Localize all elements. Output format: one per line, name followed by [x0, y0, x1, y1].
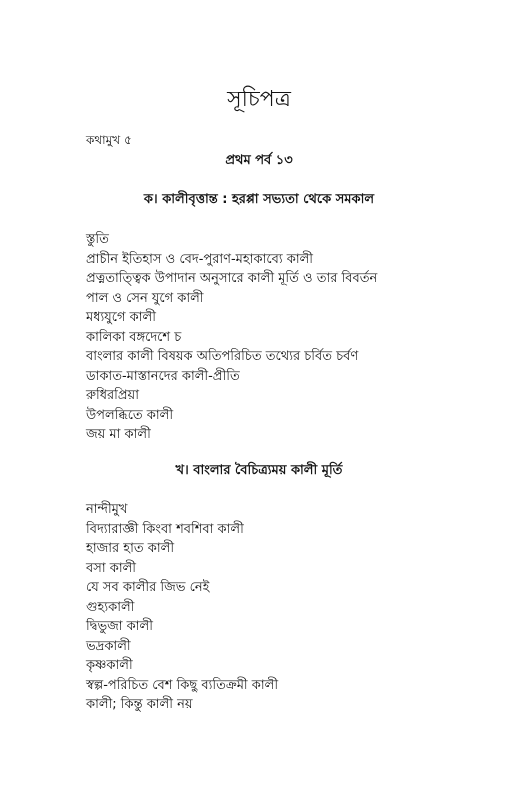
toc-entry: নান্দীমুখ [86, 502, 128, 517]
toc-entry: গুহ্যকালী [86, 599, 135, 615]
foreword-entry: কথামুখ ৫ [86, 133, 132, 147]
toc-entry: বাংলার কালী বিষয়ক অতিপরিচিত তথ্যের চর্বিত চর্বণ [86, 349, 359, 364]
toc-entry: বিদ্যারাজ্ঞী কিংবা শবশিবা কালী [86, 521, 244, 537]
toc-entry: দ্বিভুজা কালী [86, 619, 153, 634]
section-b-heading: খ। বাংলার বৈচিত্র্যময় কালী মূর্তি [175, 463, 343, 478]
toc-entry: প্রত্নতাত্ত্বিক উপাদান অনুসারে কালী মূর্তি ও তার বিবর্তন [86, 271, 378, 286]
toc-entry: হাজার হাত কালী [86, 541, 175, 556]
toc-entry: বসা কালী [86, 560, 136, 576]
toc-entry: মধ্যযুগে কালী [86, 310, 156, 325]
toc-entry: যে সব কালীর জিভ নেই [86, 580, 210, 595]
toc-entry: স্তুতি [86, 232, 109, 247]
toc-entry: পাল ও সেন যুগে কালী [86, 290, 204, 306]
page-title: সূচিপত্র [227, 87, 291, 112]
toc-entry: ভদ্রকালী [86, 638, 131, 654]
section-b-entry-list [86, 500, 278, 715]
toc-entry: স্বল্প-পরিচিত বেশ কিছু ব্যতিক্রমী কালী [86, 677, 279, 693]
toc-entry: কালী; কিন্তু কালী নয় [86, 697, 193, 712]
toc-entry: কালিকা বঙ্গদেশে চ [86, 329, 182, 345]
toc-entry: প্রাচীন ইতিহাস ও বেদ-পুরাণ-মহাকাব্যে কালী [86, 251, 313, 267]
section-a-entry-list [86, 230, 377, 445]
toc-entry: জয় মা কালী [86, 427, 151, 442]
toc-entry: ডাকাত-মাস্তানদের কালী-প্রীতি [86, 368, 240, 384]
toc-entry: রুধিরপ্রিয়া [86, 388, 139, 403]
part-heading: প্রথম পর্ব ১৩ [225, 153, 293, 168]
section-a-heading: ক। কালীবৃত্তান্ত : হরপ্পা সভ্যতা থেকে সমকাল [143, 192, 375, 207]
toc-entry: কৃষ্ণকালী [86, 658, 133, 673]
toc-entry: উপলব্ধিতে কালী [86, 407, 174, 423]
